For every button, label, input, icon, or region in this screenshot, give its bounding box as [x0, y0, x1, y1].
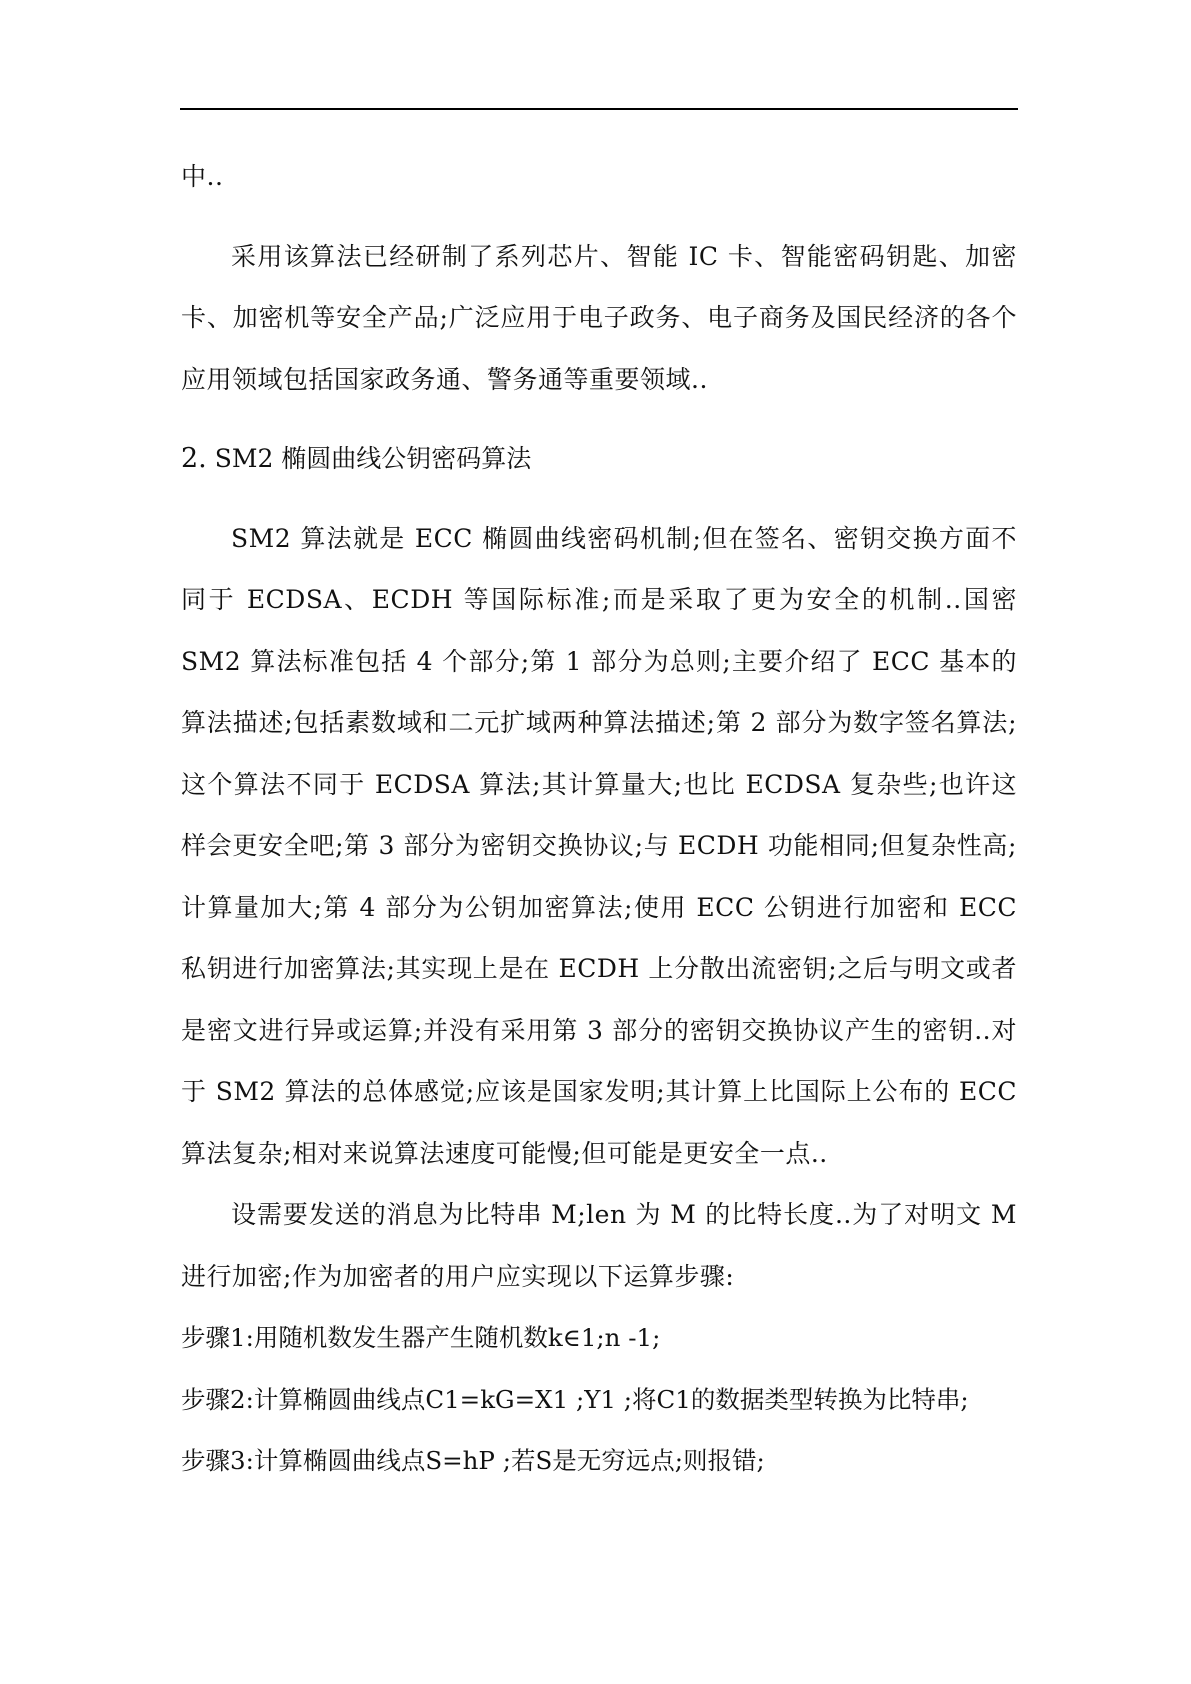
document-body	[181, 146, 1017, 1492]
section-title: SM2 椭圆曲线公钥密码算法	[214, 444, 532, 473]
paragraph-sm2-description: SM2 算法就是 ECC 椭圆曲线密码机制;但在签名、密钥交换方面不同于 ECDSA、ECDH 等国际标准;而是采取了更为安全的机制..国密 SM2 算法标准包括 4 个部分;第 1 部分为总则;主要介绍了 ECC 基本的算法描述;包括素数域和二元扩域两种算法描述;第 2 部分为数字签名算法;这个算法不同于 ECDSA 算法;其计算量大;也比 ECDSA 复杂些;也许这样会更安全吧;第 3 部分为密钥交换协议;与 ECDH 功能相同;但复杂性高;计算量加大;第 4 部分为公钥加密算法;使用 ECC 公钥进行加密和 ECC 私钥进行加密算法;其实现上是在 ECDH 上分散出流密钥;之后与明文或者是密文进行异或运算;并没有采用第 3 部分的密钥交换协议产生的密钥..对于 SM2 算法的总体感觉;应该是国家发明;其计算上比国际上公布的 ECC 算法复杂;相对来说算法速度可能慢;但可能是更安全一点..	[181, 523, 1017, 1168]
step-3: 步骤3:计算椭圆曲线点S=hP ;若S是无穷远点;则报错;	[181, 1446, 765, 1475]
paragraph-encryption-intro: 设需要发送的消息为比特串 M;len 为 M 的比特长度..为了对明文 M 进行加密;作为加密者的用户应实现以下运算步骤:	[181, 1200, 1017, 1291]
section-heading	[181, 428, 1017, 490]
paragraph-products: 采用该算法已经研制了系列芯片、智能 IC 卡、智能密码钥匙、加密卡、加密机等安全产品;广泛应用于电子政务、电子商务及国民经济的各个应用领域包括国家政务通、警务通等重要领域..	[181, 241, 1017, 394]
section-number: 2.	[181, 443, 207, 474]
header-rule	[180, 108, 1018, 110]
paragraph-continuation: 中..	[181, 162, 224, 191]
step-1: 步骤1:用随机数发生器产生随机数k∈1;n -1;	[181, 1323, 661, 1352]
step-2: 步骤2:计算椭圆曲线点C1=kG=X1 ;Y1 ;将C1的数据类型转换为比特串;	[181, 1384, 969, 1414]
